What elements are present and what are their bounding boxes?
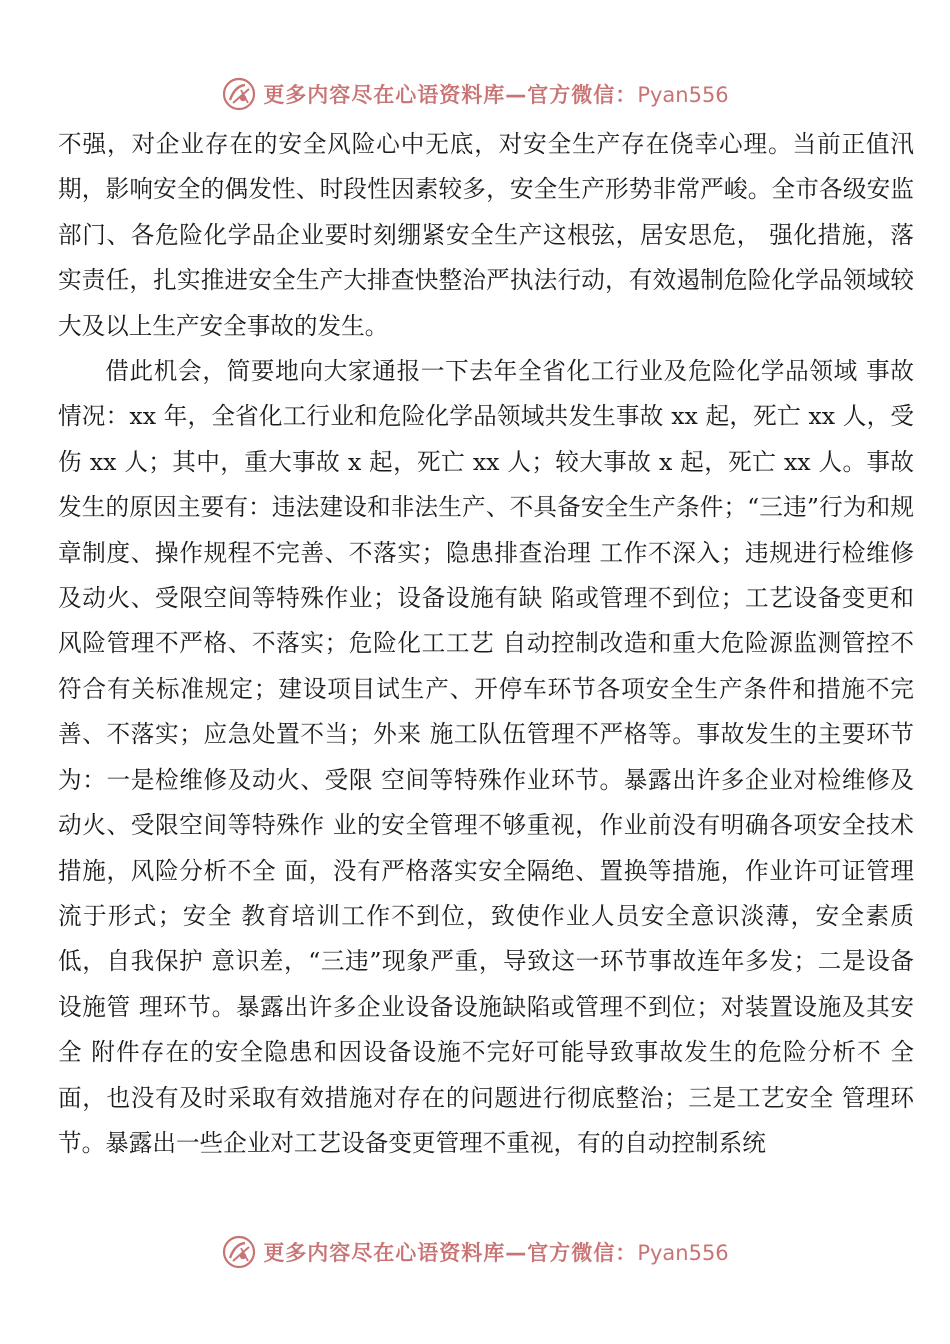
watermark-wechat-id: Pyan556 bbox=[637, 1241, 729, 1265]
watermark-logo-icon bbox=[221, 76, 257, 112]
paragraph-2: 借此机会，简要地向大家通报一下去年全省化工行业及危险化学品领域 事故情况：xx 年，全省化工行业和危险化学品领域共发生事故 xx 起，死亡 xx 人，受伤 xx 人；其中，重大事故 x 起，死亡 xx 人；较大事故 x 起，死亡 xx 人。事故发生的原因主要有：违法建设和非法生产、不具备安全生产条件；“三违”行为和规章制度、操作规程不完善、不落实；隐患排查治理 工作不深入；违规进行检维修及动火、受限空间等特殊作业；设备设施有缺 陷或管理不到位；工艺设备变更和风险管理不严格、不落实；危险化工工艺 自动控制改造和重大危险源监测管控不符合有关标准规定；建设项目试生产、开停车环节各项安全生产条件和措施不完善、不落实；应急处置不当；外来 施工队伍管理不严格等。事故发生的主要环节为：一是检维修及动火、受限 空间等特殊作业环节。暴露出许多企业对检维修及动火、受限空间等特殊作 业的安全管理不够重视，作业前没有明确各项安全技术措施，风险分析不全 面，没有严格落实安全隔绝、置换等措施，作业许可证管理流于形式；安全 教育培训工作不到位，致使作业人员安全意识淡薄，安全素质低，自我保护 意识差，“三违”现象严重，导致这一环节事故连年多发；二是设备设施管 理环节。暴露出许多企业设备设施缺陷或管理不到位；对装置设施及其安全 附件存在的安全隐患和因设备设施不完好可能导致事故发生的危险分析不 全面，也没有及时采取有效措施对存在的问题进行彻底整治；三是工艺安全 管理环节。暴露出一些企业对工艺设备变更管理不重视，有的自动控制系统 bbox=[58, 357, 914, 1157]
watermark-wechat-id: Pyan556 bbox=[637, 83, 729, 107]
watermark-label: 更多内容尽在心语资料库—官方微信： bbox=[263, 83, 638, 107]
paragraph-1: 不强，对企业存在的安全风险心中无底，对安全生产存在侥幸心理。当前正值汛期，影响安全的偶发性、时段性因素较多，安全生产形势非常严峻。全市各级安监部门、各危险化学品企业要时刻绷紧安全生产这根弦，居安思危， 强化措施，落实责任，扎实推进安全生产大排查快整治严执法行动，有效遏制危险化学品领域较大及以上生产安全事故的发生。 bbox=[58, 130, 914, 340]
watermark-text bbox=[263, 79, 728, 109]
header-watermark bbox=[0, 72, 950, 116]
document-body bbox=[58, 122, 914, 1166]
watermark-text bbox=[263, 1237, 728, 1267]
watermark-logo-icon bbox=[221, 1234, 257, 1270]
footer-watermark bbox=[0, 1230, 950, 1274]
watermark-label: 更多内容尽在心语资料库—官方微信： bbox=[263, 1241, 638, 1265]
